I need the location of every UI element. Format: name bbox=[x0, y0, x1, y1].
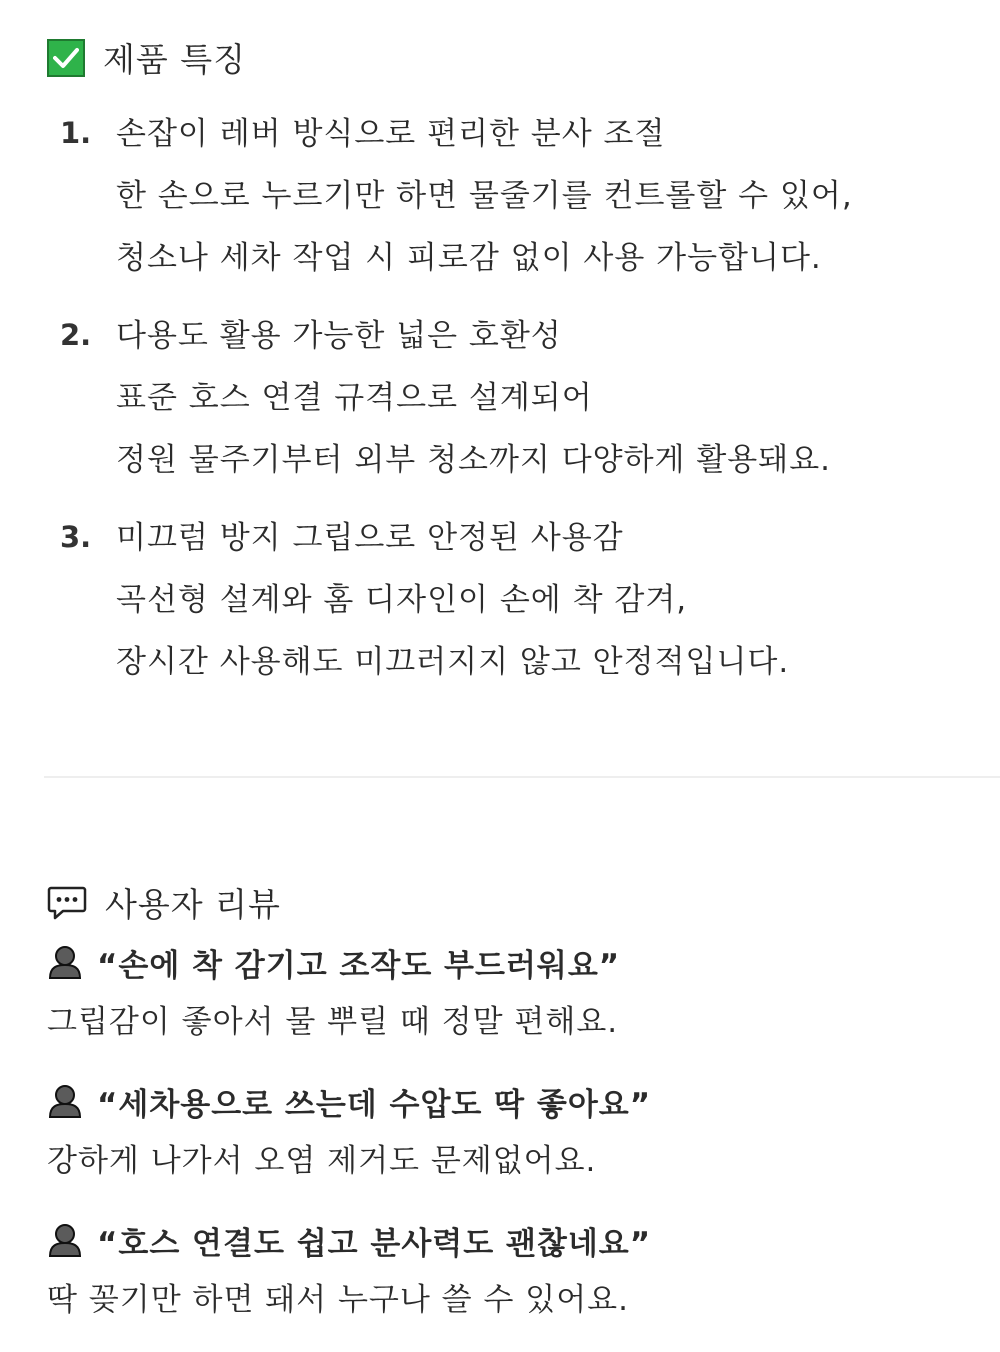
section-divider bbox=[44, 776, 1000, 778]
review-text: 그립감이 좋아서 물 뿌릴 때 정말 편해요. bbox=[47, 1004, 619, 1040]
feature-heading: 손잡이 레버 방식으로 편리한 분사 조절 bbox=[116, 116, 666, 152]
feature-number: 3. bbox=[60, 520, 92, 554]
review-quote: “손에 착 감기고 조작도 부드러워요” bbox=[97, 947, 621, 984]
feature-item bbox=[60, 507, 990, 693]
speech-balloon-icon bbox=[47, 885, 87, 921]
feature-description-line: 한 손으로 누르기만 하면 물줄기를 컨트롤할 수 있어, bbox=[116, 178, 853, 214]
reviews-title-label: 사용자 리뷰 bbox=[105, 885, 281, 924]
review-header bbox=[47, 930, 987, 994]
feature-description-line: 청소나 세차 작업 시 피로감 없이 사용 가능합니다. bbox=[116, 240, 822, 276]
feature-description-line: 정원 물주기부터 외부 청소까지 다양하게 활용돼요. bbox=[116, 442, 831, 478]
features-list bbox=[60, 103, 990, 709]
review-item bbox=[47, 1208, 987, 1328]
review-quote: “호스 연결도 쉽고 분사력도 괜찮네요” bbox=[97, 1225, 652, 1262]
review-text: 강하게 나가서 오염 제거도 문제없어요. bbox=[47, 1143, 597, 1179]
feature-item bbox=[60, 305, 990, 491]
feature-item bbox=[60, 103, 990, 289]
feature-heading: 다용도 활용 가능한 넓은 호환성 bbox=[116, 318, 562, 354]
person-silhouette-icon bbox=[47, 1083, 83, 1119]
features-title-label: 제품 특징 bbox=[103, 40, 247, 79]
reviews-list bbox=[47, 930, 987, 1347]
check-mark-button-icon bbox=[47, 39, 85, 77]
feature-description-line: 곡선형 설계와 홈 디자인이 손에 착 감겨, bbox=[116, 582, 688, 618]
review-header bbox=[47, 1208, 987, 1272]
review-item bbox=[47, 930, 987, 1050]
feature-number: 2. bbox=[60, 318, 92, 352]
person-silhouette-icon bbox=[47, 944, 83, 980]
review-item bbox=[47, 1069, 987, 1189]
review-text: 딱 꽂기만 하면 돼서 누구나 쓸 수 있어요. bbox=[47, 1282, 629, 1318]
reviews-section-title bbox=[47, 879, 281, 926]
review-header bbox=[47, 1069, 987, 1133]
feature-description-line: 장시간 사용해도 미끄러지지 않고 안정적입니다. bbox=[116, 644, 790, 680]
feature-description-line: 표준 호스 연결 규격으로 설계되어 bbox=[116, 380, 593, 416]
review-quote: “세차용으로 쓰는데 수압도 딱 좋아요” bbox=[97, 1086, 652, 1123]
person-silhouette-icon bbox=[47, 1222, 83, 1258]
feature-heading: 미끄럼 방지 그립으로 안정된 사용감 bbox=[116, 520, 624, 556]
features-section-title bbox=[47, 34, 246, 81]
feature-number: 1. bbox=[60, 116, 92, 150]
